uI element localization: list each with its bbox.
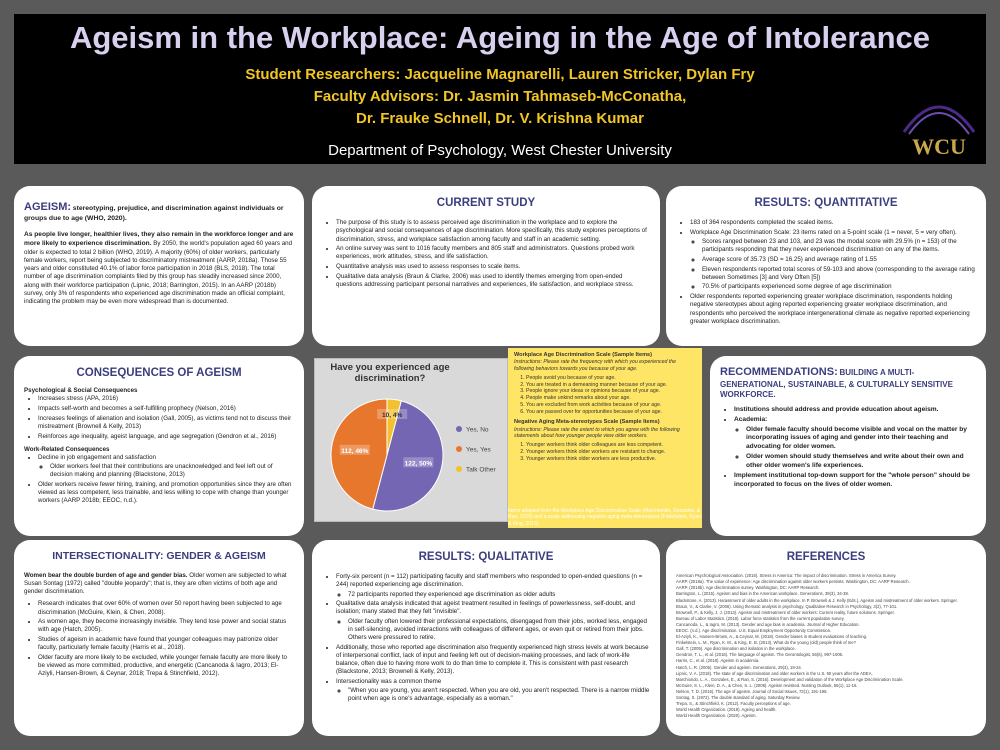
reference-item: El-Aziyli, K., Hansen-Brown, A., & Ceynar, M. (2018). Gender biases in student evaluations of teaching. bbox=[676, 634, 868, 640]
reference-item: McGuire, S. L., Klein, D. A., & Chen, S. L. (2008). Ageism revisited. Nursing Outlook, 56(1), 11-16. bbox=[676, 682, 858, 688]
wcu-logo bbox=[894, 92, 984, 164]
current-study-item bbox=[336, 273, 650, 289]
recommendations-panel bbox=[710, 356, 986, 536]
ageism-lead: As people live longer, healthier lives, they also remain in the workforce longer and are more likely to experience discrimination. bbox=[24, 231, 294, 248]
psych-consequence-item-text: Impacts self-worth and becomes a self-fulfilling prophecy (Nelson, 2016) bbox=[38, 405, 236, 413]
reference-item: Gendron, T. L., et al. (2016). The language of ageism. The Gerontologist, 56(6), 997-1006. bbox=[676, 652, 844, 658]
faculty-advisors-line1: Faculty Advisors: Dr. Jasmin Tahmaseb-McConatha, bbox=[313, 88, 687, 105]
scale2-list bbox=[514, 442, 696, 462]
qual-result-item bbox=[336, 573, 650, 599]
pie-data-label: 122, 50% bbox=[404, 460, 433, 468]
qual-result-item-text: Additionally, those who reported age discrimination also frequently experienced high stress levels at work because of interpersonal conflict, lack of input and feeling left out of decision-making processes, and lack of work-life balance, often due to having more work to do than time to complete it. This is consistent with past research (Blackstone, 2013; Brownell & Kelly, 2013). bbox=[336, 643, 649, 676]
ageism-body: By 2050, the world's population aged 60 years and older is expected to total 2 billion (WHO, 2019). A majority (60%) of older workers, particularly female workers, report being subjected to discriminatory mistreatment (AARP, 2018a). Those 55 years and older constituted 40.1% of labor force participation in 2018 (BLS, 2018). The total number of age discrimination complaints filed by this group has steadily increased since 2000, along with their workforce participation (Lipnic, 2018; Barrington, 2015). In an AARP (2018b) survey, only 3% of respondents who experienced age discrimination made an official complaint, indicating the problem may be even more widespread than is documented. bbox=[24, 240, 293, 306]
intersectionality-lead: Women bear the double burden of age and gender bias. bbox=[24, 571, 188, 579]
qual-result-item-subitem: ◦ 72 participants reported they experienced age discrimination as older adults bbox=[348, 591, 650, 599]
logo-text: WCU bbox=[912, 134, 966, 159]
quant-result-item-text: Older respondents reported experiencing greater workplace discrimination, respondents holding negative stereotypes about aging reported experiencing greater workplace discrimination, and respondents who perceived the workplace intergenerational climate as negative reported experiencing greater workplace discrimination. bbox=[690, 293, 970, 325]
psych-consequences-list bbox=[24, 395, 294, 440]
scales-caption: Items adapted from the Workplace Age Discrimination Scale (Marchiondo, Gonzales, & Ran, 2016) and a scale addressing negative aging meta-stereotypes (Finkelstein, Ryan, & King, 2013). bbox=[508, 508, 703, 527]
psych-consequence-item-text: Increases stress (APA, 2016) bbox=[38, 395, 119, 403]
legend-label: Yes, No bbox=[466, 426, 489, 434]
quant-result-item-subitem: ◦ Eleven respondents reported total scores of 59-103 and above (corresponding to the average rating between Sometimes [3] and Very Often [5]) bbox=[702, 266, 976, 282]
qual-result-item-text: Intersectionality was a common theme bbox=[336, 677, 442, 685]
qual-result-item bbox=[336, 678, 650, 704]
scale1-item-text: You are passed over for opportunities because of your age. bbox=[526, 408, 662, 415]
scale1-item-text: People avoid you because of your age. bbox=[526, 374, 616, 381]
scale1-item bbox=[526, 382, 696, 389]
current-study-item-text: Qualitative data analysis (Braun & Clarke, 2006) was used to identify themes emerging from open-ended questions addressing participant personal narratives and experiences, life satisfaction, and workplace stress. bbox=[336, 272, 634, 288]
qual-result-item bbox=[336, 600, 650, 642]
reference-item: Marchiondo, L. A., Gonzales, E., & Ran, S. (2016). Development and validation of the Workplace Age Discrimination Scale. bbox=[676, 676, 904, 682]
results-quantitative-title: RESULTS: QUANTITATIVE bbox=[754, 197, 898, 209]
psych-consequences-heading: Psychological & Social Consequences bbox=[24, 387, 138, 395]
scale2-item-text: Younger workers think older workers are less productive. bbox=[526, 455, 657, 462]
recommendation-item-text: Implement institutional top-down support for the "whole person" should be incorporated to focus on the lives of older women. bbox=[734, 472, 970, 488]
results-quantitative-list bbox=[676, 219, 976, 326]
intersectionality-list bbox=[24, 600, 294, 678]
reference-item: AARP. (2018b). Age discrimination survey. Washington, DC: AARP Research. bbox=[676, 585, 820, 591]
scale1-item-text: You are treated in a demeaning manner because of your age. bbox=[526, 381, 668, 388]
psych-consequence-item-text: Increases feelings of alienation and isolation (Gall, 2005), as victims tend not to discuss their mistreatment (Brownell & Kelly, 2013) bbox=[38, 414, 292, 430]
scale1-item bbox=[526, 388, 696, 395]
work-consequence-item bbox=[38, 454, 294, 480]
reference-item: World Health Organization. (2020). Ageism. bbox=[676, 713, 757, 719]
intersectionality-body: Older women are subjected to what Susan Sontag (1972) called "double jeopardy"; that is, they are often victims of both age and gender discrimination. bbox=[24, 571, 287, 596]
results-qualitative-panel bbox=[312, 540, 660, 736]
work-consequence-item-subitem: ◦ Older workers feel that their contributions are unacknowledged and feel left out of decision making and planning (Blackstone, 2013) bbox=[50, 463, 294, 479]
intersectionality-title: INTERSECTIONALITY: GENDER & AGEISM bbox=[52, 550, 266, 562]
legend-label: Talk Other bbox=[466, 466, 496, 474]
reference-item: Barrington, L. (2015). Ageism and bias in the American workplace. Generations, 39(3), 34-38. bbox=[676, 591, 849, 597]
qual-result-item-text: Qualitative data analysis indicated that ageist treatment resulted in feelings of powerlessness, self-doubt, and isolation; many stated that they felt "invisible". bbox=[336, 600, 635, 616]
results-qualitative-list bbox=[322, 573, 650, 703]
intersectionality-item-text: As women age, they become increasingly invisible. They tend lose power and social status with age (Hatch, 2005). bbox=[38, 618, 287, 634]
psych-consequence-item bbox=[38, 415, 294, 431]
scale2-item-text: Younger workers think older workers are resistant to change. bbox=[526, 448, 666, 455]
reference-item: AARP. (2018a). The value of experience: Age discrimination against older workers persists. Washington, DC: AARP Research. bbox=[676, 579, 910, 585]
current-study-panel bbox=[312, 186, 660, 346]
reference-item: EEOC. (n.d.). Age discrimination. U.S. Equal Employment Opportunity Commission. bbox=[676, 628, 832, 634]
intersectionality-panel bbox=[14, 540, 304, 736]
pie-data-label: 10, 4% bbox=[382, 412, 403, 420]
reference-item: Sontag, S. (1972). The double standard of aging. Saturday Review. bbox=[676, 695, 801, 701]
scale2-instructions: Instructions: Please rate the extent to which you agree with the following statements about how younger people view older workers. bbox=[514, 426, 680, 440]
poster-title: Ageism in the Workplace: Ageing in the Age of Intolerance bbox=[69, 20, 931, 55]
intersectionality-item-text: Studies of ageism in academic have found that younger colleagues may patronize older faculty, particularly female faculty (Harris et al., 2018). bbox=[38, 636, 278, 652]
psych-consequence-item bbox=[38, 433, 294, 441]
pie-chart-box bbox=[314, 358, 508, 522]
faculty-advisors-line2: Dr. Frauke Schnell, Dr. V. Krishna Kumar bbox=[356, 110, 644, 127]
recommendation-item-text: Academia: bbox=[734, 415, 768, 423]
scale1-list bbox=[514, 375, 696, 416]
chart-title: Have you experienced age discrimination? bbox=[330, 362, 450, 384]
qual-result-item-subitem: ◦ "When you are young, you aren't respected. When you are old, you aren't respected. There is a narrow middle point when age is one's advantage, especially as a woman." bbox=[348, 687, 650, 703]
scale2-item bbox=[526, 449, 696, 456]
reference-item: Nelson, T. D. (2016). The age of ageism. Journal of Social Issues, 72(1), 191-198. bbox=[676, 688, 828, 694]
reference-item: Bureau of Labor Statistics. (2018). Labor force statistics from the current population survey. bbox=[676, 615, 845, 621]
reference-item: Trepa, S., & Stinchfield, K. (2012). Faculty perceptions of age. bbox=[676, 701, 791, 707]
ageism-panel bbox=[14, 186, 304, 346]
qual-result-item-subitem: ◦ Older faculty often lowered their professional expectations, disengaged from their jobs, worked less, engaged in self-silencing, avoided interactions with colleagues of different ages, or even quit or retired from their jobs. Others were pressured to retire. bbox=[348, 618, 650, 643]
quant-result-item-subitem: ◦ Average score of 35.73 (SD = 16.25) and average rating of 1.55 bbox=[702, 256, 976, 264]
recommendations-title: RECOMMENDATIONS: bbox=[720, 366, 838, 378]
results-qualitative-title: RESULTS: QUALITATIVE bbox=[418, 551, 554, 563]
reference-item: Finkelstein, L. M., Ryan, K. M., & King, E. B. (2013). What do the young (old) people think of me? bbox=[676, 640, 856, 646]
scale1-item bbox=[526, 409, 696, 416]
current-study-item-text: Quantitative analysis was used to assess responses to scale items. bbox=[336, 263, 521, 271]
work-consequences-heading: Work-Related Consequences bbox=[24, 445, 110, 453]
legend-swatch bbox=[456, 426, 462, 432]
intersectionality-item bbox=[38, 600, 294, 616]
quant-result-item-text: Workplace Age Discrimination Scale: 23 items rated on a 5-point scale (1 = never, 5 = very often). bbox=[690, 228, 957, 236]
reference-item: Harris, C., et al. (2018). Ageism in academia. bbox=[676, 658, 760, 664]
psych-consequence-item-text: Reinforces age inequality, ageist language, and age segregation (Gendron et al., 2016) bbox=[38, 432, 277, 440]
reference-item: Cancanoda, L., & Iagro, M. (2013). Gender and age bias in academia. Journal of Higher Education. bbox=[676, 621, 860, 627]
scale1-item-text: You are excluded from work activities because of your age. bbox=[526, 401, 662, 408]
poster-header bbox=[14, 14, 986, 164]
psych-consequence-item bbox=[38, 395, 294, 403]
recommendation-item bbox=[734, 416, 976, 471]
intersectionality-item bbox=[38, 618, 294, 634]
reference-item: American Psychological Association. (2016). Stress in America: The impact of discrimination. Stress in America Survey. bbox=[676, 573, 897, 579]
qual-result-item-text: Forty-six percent (n = 112) participating faculty and staff members who responded to open-ended questions (n = 244) reported experiencing age discrimination. bbox=[336, 573, 643, 589]
intersectionality-item-text: Research indicates that over 60% of women over 50 report having been subjected to age discrimination (McGuire, Klein, & Chen, 2008). bbox=[38, 600, 282, 616]
reference-item: Blackstone, A. (2013). Harassment of older adults in the workplace. In P. Brownell & J. Kelly (Eds.), Ageism and mistreatment of older workers. Springer. bbox=[676, 597, 958, 603]
recommendation-item-subitem: ◦ Older female faculty should become visible and vocal on the matter by incorporating issues of aging and gender into their teaching and advocating for older women. bbox=[746, 426, 976, 452]
current-study-item bbox=[336, 245, 650, 261]
reference-item: Hatch, L. R. (2005). Gender and ageism. Generations, 29(3), 19-24. bbox=[676, 664, 802, 670]
quant-result-item-subitem: ◦ 70.5% of participants experienced some degree of age discrimination bbox=[702, 283, 976, 291]
scale2-item bbox=[526, 456, 696, 463]
pie-data-label: 112, 46% bbox=[341, 447, 369, 455]
student-researchers: Student Researchers: Jacqueline Magnarelli, Lauren Stricker, Dylan Fry bbox=[245, 66, 755, 83]
references-panel bbox=[666, 540, 986, 736]
scales-box bbox=[508, 348, 702, 528]
psych-consequence-item bbox=[38, 405, 294, 413]
legend-swatch bbox=[456, 446, 462, 452]
current-study-item bbox=[336, 219, 650, 244]
quant-result-item bbox=[690, 293, 976, 326]
work-consequences-list bbox=[24, 454, 294, 506]
references-list bbox=[676, 573, 976, 719]
scale1-item-text: People ignore your ideas or opinions because of your age. bbox=[526, 388, 661, 395]
work-consequence-item bbox=[38, 481, 294, 506]
work-consequence-item-text: Decline in job engagement and satisfaction bbox=[38, 453, 156, 461]
legend-label: Yes, Yes bbox=[466, 446, 491, 454]
recommendations-list bbox=[720, 406, 976, 490]
scale2-item-text: Younger workers think older colleagues are less competent. bbox=[526, 442, 664, 449]
recommendation-item bbox=[734, 472, 976, 489]
scale1-item-text: People make unkind remarks about your age. bbox=[526, 395, 631, 402]
scale1-item bbox=[526, 402, 696, 409]
quant-result-item-subitem: ◦ Scores ranged between 23 and 103, and 23 was the modal score with 29.5% (n = 153) of the participants responding that they never experienced discrimination on any of the items. bbox=[702, 238, 976, 254]
scale1-title: Workplace Age Discrimination Scale (Sample Items) bbox=[514, 352, 653, 358]
ageism-definition: stereotyping, prejudice, and discrimination against individuals or groups due to age (WHO, 2020). bbox=[24, 205, 284, 222]
consequences-panel bbox=[14, 356, 304, 536]
scale2-item bbox=[526, 442, 696, 449]
reference-item: Braun, V., & Clarke, V. (2006). Using thematic analysis in psychology. Qualitative Research in Psychology, 3(2), 77-101. bbox=[676, 603, 898, 609]
recommendation-item bbox=[734, 406, 976, 415]
current-study-list bbox=[322, 219, 650, 289]
scale1-item bbox=[526, 395, 696, 402]
reference-item: Lipnic, V. A. (2018). The state of age discrimination and older workers in the U.S. 50 years after the ADEA. bbox=[676, 670, 873, 676]
intersectionality-item bbox=[38, 636, 294, 652]
current-study-item-text: The purpose of this study is to assess perceived age discrimination in the workplace and to explore the psychological and social consequences of age discrimination. More specifically, this study explores perceptions of discrimination, stress, and workplace satisfaction among faculty and staff in an academic setting. bbox=[336, 219, 647, 243]
scale1-instructions: Instructions: Please rate the frequency with which you experienced the following behaviors towards you because of your age. bbox=[514, 359, 677, 373]
recommendations-subtitle: BUILDING A MULTI-GENERATIONAL, SUSTAINABLE, & CULTURALLY SENSITIVE WORKFORCE. bbox=[720, 368, 953, 399]
current-study-item-text: An online survey was sent to 1016 faculty members and 805 staff and administrators. Questions probed work experiences, work attitudes, stress, and life satisfaction. bbox=[336, 245, 635, 261]
intersectionality-item-text: Older faculty are more likely to be excluded, while younger female faculty are more likely to be viewed as more committed, productive, and energetic (Cancanoda & Iagro, 2013; El-Aziyli, Hansen-Brown, & Ceynar, 2018; Trepa & Stinchfield, 2012). bbox=[38, 654, 287, 678]
recommendation-item-text: Institutions should address and provide education about ageism. bbox=[734, 405, 939, 413]
reference-item: Gall, T. (2005). Age discrimination and isolation in the workplace. bbox=[676, 646, 796, 652]
intersectionality-item bbox=[38, 654, 294, 679]
scale2-title: Negative Aging Meta-stereotypes Scale (Sample Items) bbox=[514, 419, 660, 426]
current-study-title: CURRENT STUDY bbox=[436, 197, 536, 209]
consequences-title: CONSEQUENCES OF AGEISM bbox=[76, 367, 242, 379]
legend-swatch bbox=[456, 466, 462, 472]
references-title: REFERENCES bbox=[786, 551, 866, 563]
reference-item: Brownell, P., & Kelly, J. J. (2013). Ageism and mistreatment of older workers: Current reality, future solutions. Springer. bbox=[676, 609, 895, 615]
scale1-item bbox=[526, 375, 696, 382]
work-consequence-item-text: Older workers receive fewer hiring, training, and promotion opportunities since they are often viewed as less competent, less trainable, and less willing to cope with change than younger workers (AARP 2018b; EEOC, n.d.). bbox=[38, 481, 292, 505]
quant-result-item bbox=[690, 229, 976, 292]
recommendation-item-subitem: ◦ Older women should study themselves and write about their own and other older women's life experiences. bbox=[746, 453, 976, 470]
pie-chart bbox=[315, 359, 507, 521]
results-quantitative-panel bbox=[666, 186, 986, 346]
qual-result-item bbox=[336, 644, 650, 677]
current-study-item bbox=[336, 263, 650, 271]
quant-result-item bbox=[690, 219, 976, 227]
quant-result-item-text: 183 of 364 respondents completed the scaled items. bbox=[690, 219, 834, 227]
department: Department of Psychology, West Chester University bbox=[328, 142, 672, 159]
reference-item: World Health Organization. (2019). Ageing and health. bbox=[676, 707, 777, 713]
ageism-heading: AGEISM: bbox=[24, 201, 72, 213]
